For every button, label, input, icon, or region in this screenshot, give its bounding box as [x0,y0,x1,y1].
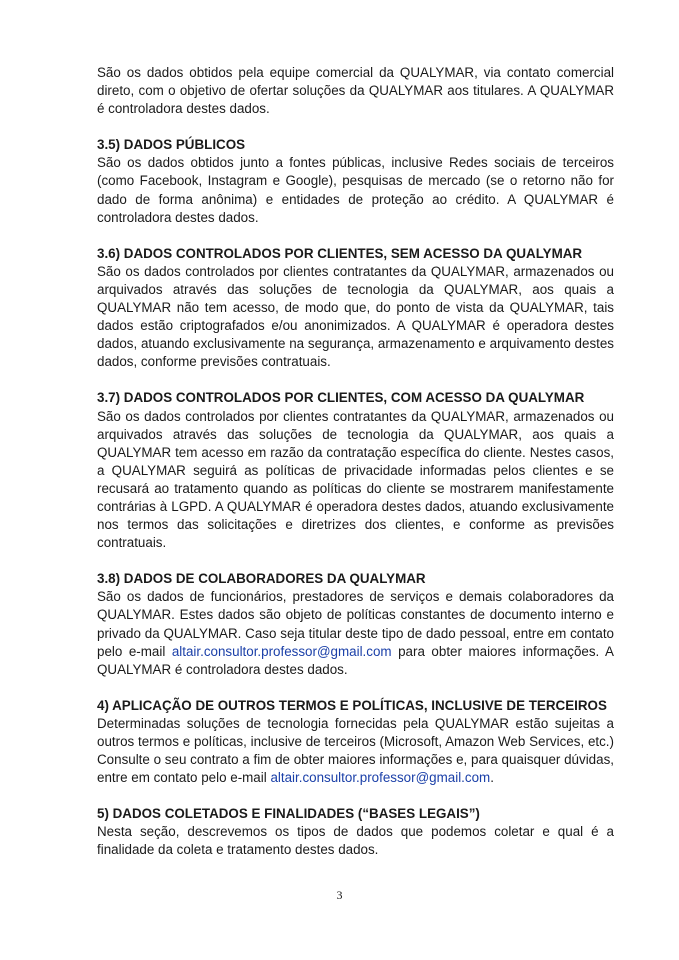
document-body [97,64,614,878]
section-4-heading: 4) APLICAÇÃO DE OUTROS TERMOS E POLÍTICAS, INCLUSIVE DE TERCEIROS [97,697,607,713]
section-3-7-heading: 3.7) DADOS CONTROLADOS POR CLIENTES, COM ACESSO DA QUALYMAR [97,390,585,406]
section-5-heading: 5) DADOS COLETADOS E FINALIDADES (“BASES LEGAIS”) [97,806,480,822]
section-3-6 [97,245,614,372]
section-3-6-heading: 3.6) DADOS CONTROLADOS POR CLIENTES, SEM ACESSO DA QUALYMAR [97,245,583,261]
page-number: 3 [336,888,343,902]
section-3-8-text-after: para obter maiores informações. A QUALYMAR é controladora destes dados. [97,643,614,677]
section-3-6-paragraph: São os dados controlados por clientes contratantes da QUALYMAR, armazenados ou arquivados através das soluções de tecnologia da QUALYMAR, aos quais a QUALYMAR não tem acesso, de modo que, do ponto de vista da QUALYMAR, tais dados estão criptografados e/ou anonimizados. A QUALYMAR é operadora destes dados, atuando exclusivamente na segurança, armazenamento e arquivamento destes dados, conforme previsões contratuais. [97,263,614,370]
section-3-5-paragraph: São os dados obtidos junto a fontes públicas, inclusive Redes sociais de terceiros (como Facebook, Instagram e Google), pesquisas de mercado (se o retorno não for dado de forma anônima) e entidades de proteção ao crédito. A QUALYMAR é controladora destes dados. [97,155,614,225]
intro-paragraph: São os dados obtidos pela equipe comercial da QUALYMAR, via contato comercial direto, com o objetivo de ofertar soluções da QUALYMAR aos titulares. A QUALYMAR é controladora destes dados. [97,65,614,117]
section-5-paragraph: Nesta seção, descrevemos os tipos de dados que podemos coletar e qual é a finalidade da coleta e tratamento destes dados. [97,824,614,858]
section-4-paragraph [97,715,614,787]
section-3-7 [97,389,614,552]
section-intro [97,64,614,118]
section-3-8-text-before: São os dados de funcionários, prestadores de serviços e demais colaboradores da QUALYMAR. Estes dados são objeto de políticas constantes de documento interno e privado da QUALYMAR. Caso seja titular deste tipo de dado pessoal, entre em contato pelo e-mail [97,589,614,659]
section-4-text-after: . [490,770,494,786]
section-3-8-email-link[interactable]: altair.consultor.professor@gmail.com [171,643,392,659]
section-4 [97,697,614,787]
section-5 [97,805,614,859]
section-3-5-heading: 3.5) DADOS PÚBLICOS [97,137,246,153]
section-3-7-paragraph: São os dados controlados por clientes contratantes da QUALYMAR, armazenados ou arquivados através das soluções de tecnologia da QUALYMAR, aos quais a QUALYMAR tem acesso em razão da contratação específica do cliente. Nestes casos, a QUALYMAR seguirá as políticas de privacidade informadas pelos clientes e se recusará ao tratamento quando as políticas do cliente se mostrarem manifestamente contrárias à LGPD. A QUALYMAR é operadora destes dados, atuando exclusivamente nos termos das solicitações e diretrizes dos clientes, e conforme as previsões contratuais. [97,408,614,551]
section-3-8-heading: 3.8) DADOS DE COLABORADORES DA QUALYMAR [97,571,426,587]
section-3-5 [97,136,614,226]
section-4-text-before: Determinadas soluções de tecnologia fornecidas pela QUALYMAR estão sujeitas a outros termos e políticas, inclusive de terceiros (Microsoft, Amazon Web Services, etc.) Consulte o seu contrato a fim de obter maiores informações e, para quaisquer dúvidas, entre em contato pelo e-mail [97,715,614,786]
section-4-email-link[interactable]: altair.consultor.professor@gmail.com [270,770,491,786]
section-3-8 [97,570,614,679]
section-3-8-paragraph [97,588,614,678]
